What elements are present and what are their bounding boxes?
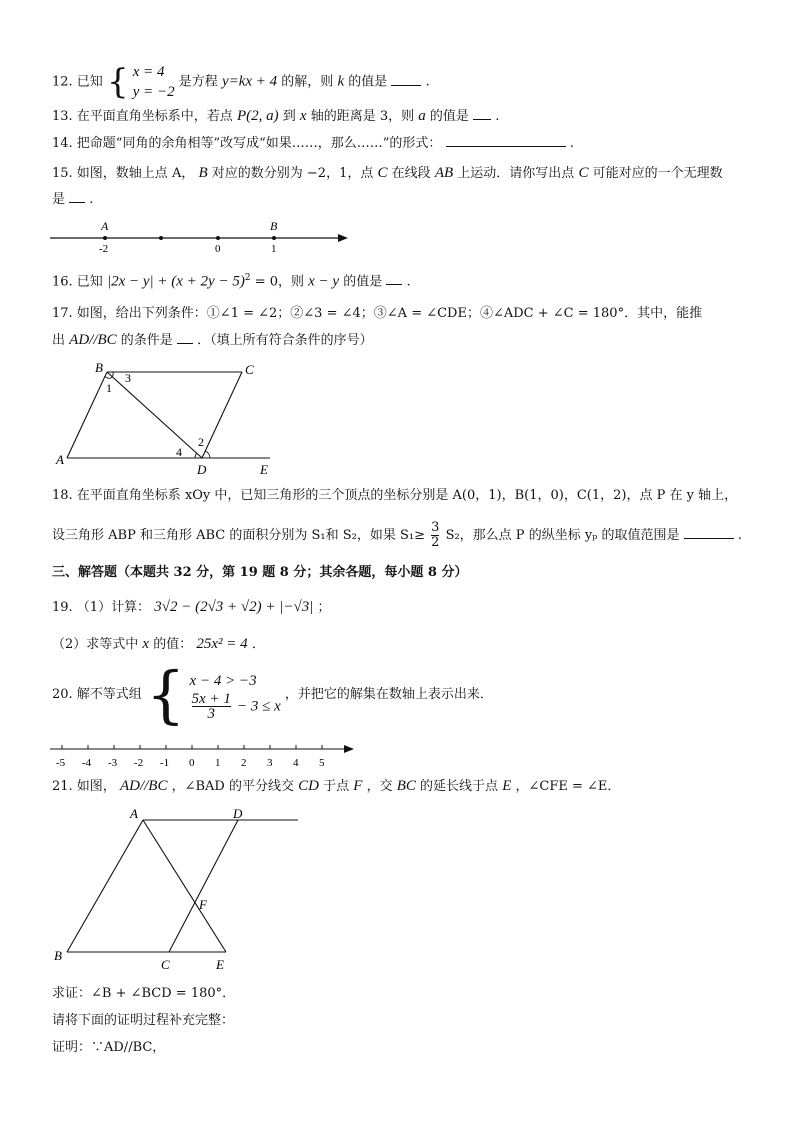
q14-text: 14. 把命题“同角的余角相等”改写成“如果……，那么……”的形式： [52,136,442,151]
q12-var: k [337,73,345,90]
q15-answer-blank[interactable] [69,190,85,203]
q18-fraction-den: 2 [431,535,440,550]
number-line-2-arrow [344,745,354,753]
q20-fraction [192,692,231,721]
q21-g: ，交 [366,779,393,794]
q15-text-e: 在线段 [391,166,431,181]
proof-start: 证明：∵AD//BC， [52,1040,166,1055]
label-point-b: B [270,219,278,233]
q18-fraction-num: 3 [431,520,440,535]
q19-end1: ； [317,600,331,615]
tick-label-1: 1 [215,757,221,769]
q16-var: x − y [308,273,340,290]
q12-suffix: 的值是 [348,74,388,90]
q18-line1: 18. 在平面直角坐标系 xOy 中，已知三角形的三个顶点的坐标分别是 A(0，1)，B(1，0)，C(1，2)，点 P 在 y 轴上， [52,488,738,503]
q14-answer-blank[interactable] [446,134,566,147]
tick-label--5: -5 [56,757,66,769]
q15-end: . [89,192,94,207]
q21-e: 于点 [323,779,350,794]
tick-label-4: 4 [293,757,299,769]
tick-label-2: 2 [241,757,247,769]
q13-answer-blank[interactable] [473,107,491,120]
q15-var-c2: C [578,165,589,181]
point-a-dot [103,236,107,240]
q18-fraction [431,521,439,550]
q16-suffix: 的值是 [343,274,383,290]
proof-goal: 求证：∠B + ∠BCD = 180°． [52,986,236,1001]
tick-label-minus2: -2 [99,243,109,255]
label-e: E [260,462,268,477]
q17-text-a: 出 [52,333,66,348]
q12-prefix: 12. 已知 [52,74,103,90]
question-14 [52,134,574,154]
q18-text-a: 设三角形 ABP 和三角形 ABC 的面积分别为 S₁和 S₂，如果 S₁≥ [52,528,425,543]
tick-dot-minus1 [159,236,163,240]
line-b-d [107,372,202,458]
q16-expression: |2x − y| + (x + 2y − 5) [106,273,245,290]
question-16 [52,268,411,292]
tick-dot-0 [216,236,220,240]
label-e: E [216,957,224,972]
q17-answer-blank[interactable] [177,331,193,344]
q20-inequality-2 [190,692,281,721]
label-c: C [245,362,254,377]
tick-label--2: -2 [134,757,144,769]
q19-part1-label: 19. （1）计算： [52,600,151,615]
q13-mid: 到 [282,109,296,124]
q14-end: . [569,136,574,151]
q13-end: . [495,109,500,124]
q16-answer-blank[interactable] [386,272,402,285]
tick-label--4: -4 [82,757,92,769]
q16-exponent: 2 [244,273,251,283]
label-angle-1: 1 [106,381,112,395]
proof-instruction: 请将下面的证明过程补充完整： [52,1013,235,1028]
q17-text-d: ．（填上所有符合条件的序号） [197,333,373,348]
question-19-part2 [52,634,265,655]
q12-brace: { [106,62,129,102]
q12-end: . [425,74,430,90]
label-d: D [233,806,243,821]
tick-label-1: 1 [271,243,277,255]
label-point-a: A [101,219,109,233]
question-15-line1 [52,163,723,184]
q13-suffix: 的值是 [429,109,469,124]
question-12 [52,62,430,102]
q21-c: ，∠BAD 的平分线交 [171,779,294,794]
q17-parallel: AD//BC [69,332,117,348]
question-17-line2 [52,330,373,351]
line-d-c [169,820,238,952]
q21-a: 21. 如图， [52,779,116,794]
q20-inequality-1: x − 4 > −3 [189,672,257,689]
line-a-b [67,820,143,952]
q16-end: . [406,274,411,290]
q12-equation: y=kx + 4 [221,73,278,90]
point-b-dot [272,236,276,240]
q19-expression-1: 3√2 − (2√3 + √2) + |−√3| [154,599,314,615]
arc-angle-1 [105,376,111,378]
q12-system-eq1: x = 4 [132,64,165,80]
q17-line1: 17. 如图，给出下列条件：①∠1 = ∠2；②∠3 = ∠4；③∠A = ∠CDE；④∠ADC + ∠C = 180°．其中，能推 [52,306,703,321]
q12-mid: 是方程 [178,74,218,90]
q19-expression-2: 25x² = 4 [196,636,248,652]
tick-label-0: 0 [215,243,221,255]
q15-text-i: 可能对应的一个无理数 [592,166,723,181]
question-18-line1 [52,486,737,506]
line-a-e [143,820,226,952]
q20-suffix: ，并把它的解集在数轴上表示出来． [284,687,493,702]
q19-end2: ． [251,637,265,652]
figure-21 [48,802,308,980]
q15-var-c: C [377,165,388,181]
q13-prefix: 13. 在平面直角坐标系中，若点 [52,109,233,124]
q12-mid2: 的解，则 [281,74,334,90]
number-line-figure-15 [48,216,358,256]
question-20 [52,658,493,734]
line-c-d [202,372,242,458]
tick-label-5: 5 [319,757,325,769]
question-19-part1 [52,597,331,618]
q21-b: AD//BC [119,778,168,794]
q15-var-b: B [198,165,208,181]
label-c: C [161,957,170,972]
q21-k: ，∠CFE = ∠E． [515,779,621,794]
arc-angle-4 [195,453,197,458]
q19-var: x [142,636,150,652]
q16-prefix: 16. 已知 [52,274,103,290]
label-b: B [95,360,103,375]
question-13 [52,106,499,127]
q18-text-b: S₂，那么点 P 的纵坐标 yₚ 的取值范围是 [445,528,680,543]
q19-part2b: 的值： [153,637,193,652]
q13-var2: a [418,108,426,124]
q12-system [133,62,175,102]
q13-var: x [299,108,307,124]
q20-ineq2-tail: − 3 ≤ x [236,698,281,714]
q20-brace: { [145,658,186,731]
label-a: A [130,806,138,821]
q13-point: P(2, a) [236,108,279,124]
q15-text-g: 上运动．请你写出点 [457,166,575,181]
q16-eq0: = 0，则 [254,274,304,290]
q15-text-c: 对应的数分别为 −2，1，点 [211,166,374,181]
number-line-arrow [338,234,348,242]
tick-label--1: -1 [160,757,170,769]
figure-17-parallelogram [48,358,288,480]
number-line-figure-20 [50,741,360,771]
q12-system-eq2: y = −2 [132,84,175,100]
q21-i: 的延长线于点 [420,779,499,794]
question-15-line2 [52,190,93,210]
q12-answer-blank[interactable] [391,73,421,86]
q15-var-ab: AB [434,165,454,181]
label-angle-3: 3 [125,371,131,385]
q21-j: E [502,778,512,794]
line-a-b [67,372,107,458]
q18-answer-blank[interactable] [684,526,734,539]
q18-end: . [737,528,742,543]
tick-label-0: 0 [189,757,195,769]
label-angle-2: 2 [198,435,204,449]
label-a: A [56,452,64,467]
q20-fraction-num: 5x + 1 [191,690,231,707]
q21-d: CD [298,778,319,794]
label-f: F [199,897,207,912]
question-21 [52,776,620,797]
q15-text-a: 15. 如图，数轴上点 A， [52,166,195,181]
tick-label-3: 3 [267,757,273,769]
label-d: D [197,462,207,477]
q17-text-c: 的条件是 [120,333,173,348]
label-angle-4: 4 [176,445,182,459]
q21-h: BC [396,778,416,794]
section-3-heading: 三、解答题（本题共 32 分，第 19 题 8 分；其余各题，每小题 8 分） [52,565,468,580]
q21-f: F [353,778,363,794]
q15-line2: 是 [52,192,66,207]
q20-system [190,670,281,721]
arc-angle-2 [205,451,210,458]
q13-mid2: 轴的距离是 3，则 [310,109,415,124]
q19-part2-label: （2）求等式中 [52,637,139,652]
q20-prefix: 20. 解不等式组 [52,687,142,702]
question-17-line1 [52,304,702,324]
question-18-line2 [52,521,742,550]
label-b: B [54,948,62,963]
tick-label--3: -3 [108,757,118,769]
q20-fraction-den: 3 [207,705,215,722]
